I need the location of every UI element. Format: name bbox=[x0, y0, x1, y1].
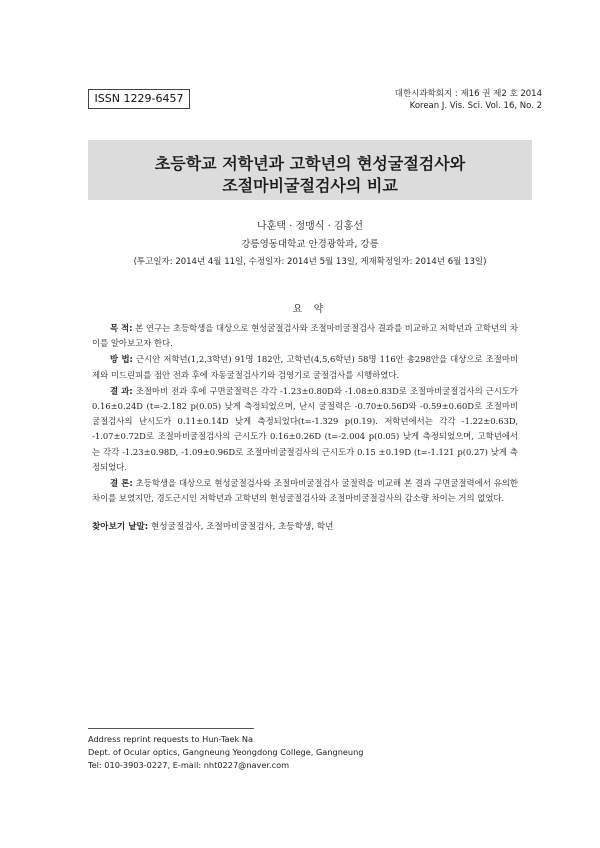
journal-english: Korean J. Vis. Sci. Vol. 16, No. 2 bbox=[409, 101, 542, 111]
results-label: 결 과: bbox=[110, 385, 133, 396]
footnote-line2: Dept. of Ocular optics, Gangneung Yeongdong College, Gangneung bbox=[88, 747, 364, 757]
conclusion-text: 초등학생을 대상으로 현성굴절검사와 조절마비굴절검사 굴절력을 비교해 본 결과 구면굴절력에서 유의한 차이를 보였지만, 경도근시인 저학년과 고학년의 현성굴절검사와 조절마비굴절검사의 감소량 차이는 거의 없었다. bbox=[92, 478, 518, 504]
purpose-label: 목 적: bbox=[110, 323, 133, 333]
affiliation: 강릉영동대학교 안경광학과, 강릉 bbox=[241, 239, 379, 250]
methods-label: 방 법: bbox=[110, 354, 133, 365]
correspondence-footnote bbox=[88, 733, 364, 772]
abstract-conclusion bbox=[92, 476, 518, 506]
journal-header bbox=[395, 88, 542, 112]
submission-dates: (투고일자: 2014년 4월 11일, 수정일자: 2014년 5월 13일, 게재확정일자: 2014년 6월 13일) bbox=[133, 257, 487, 267]
authors: 나훈택 · 정맹식 · 김홍선 bbox=[256, 221, 363, 232]
purpose-text: 본 연구는 초등학생을 대상으로 현성굴절검사와 조절마비굴절검사 결과를 비교하고 저학년과 고학년의 차이를 알아보고자 한다. bbox=[92, 323, 518, 349]
paper-title-line2: 조절마비굴절검사의 비교 bbox=[222, 176, 398, 195]
keywords-label: 찾아보기 낱말: bbox=[92, 522, 149, 532]
methods-text: 근시안 저학년(1,2,3학년) 91명 182안, 고학년(4,5,6학년) 58명 116안 총298안을 대상으로 조절마비제와 미드린피를 점안 전과 후에 자동굴절검사기와 검영기로 굴절검사를 시행하였다. bbox=[92, 354, 519, 380]
abstract-purpose bbox=[92, 321, 518, 351]
issn-box: ISSN 1229-6457 bbox=[88, 89, 190, 109]
keywords-text: 현성굴절검사, 조절마비굴절검사, 초등학생, 학년 bbox=[150, 522, 334, 532]
footnote-line3: Tel: 010-3903-0227, E-mail: nht0227@naver.com bbox=[88, 760, 290, 770]
paper-title-line1: 초등학교 저학년과 고학년의 현성굴절검사와 bbox=[154, 154, 466, 173]
abstract-heading: 요 약 bbox=[292, 304, 328, 315]
abstract-results bbox=[92, 384, 518, 475]
footnote-line1: Address reprint requests to Hun-Taek Na bbox=[88, 734, 254, 744]
results-text: 조절마비 전과 후에 구면굴절력은 각각 -1.23±0.80D와 -1.08±0.83D로 조절마비굴절검사의 근시도가 0.16±0.24D (t=-2.182 p(0.05) 낮게 측정되었으며, 난시 굴절력은 -0.70±0.56D와 -0.59±0.60D로 조절마비굴절검사의 난시도가 0.11±0.14D 낮게 측정되었다(t=-1.329 p(0.19). 저학년에서는 각각 -1.22±0.63D, -1.07±0.72D로 조절마비굴절검사의 근시도가 0.16±0.26D (t=-2.004 p(0.05) 낮게 측정되었으며, 고학년에서는 각각 -1.23±0.98D, -1.09±0.96D로 조절마비굴절검사의 근시도가 0.15 ±0.19D (t=-1.121 p(0.27) 낮게 측정되었다. bbox=[92, 385, 518, 472]
abstract-methods bbox=[92, 352, 518, 382]
title-box bbox=[88, 140, 532, 200]
journal-korean: 대한시과학회지 : 제16 권 제2 호 2014 bbox=[394, 89, 542, 99]
keywords bbox=[92, 520, 333, 532]
abstract-body bbox=[92, 321, 518, 507]
conclusion-label: 결 론: bbox=[110, 478, 133, 489]
footnote-divider bbox=[88, 728, 254, 729]
